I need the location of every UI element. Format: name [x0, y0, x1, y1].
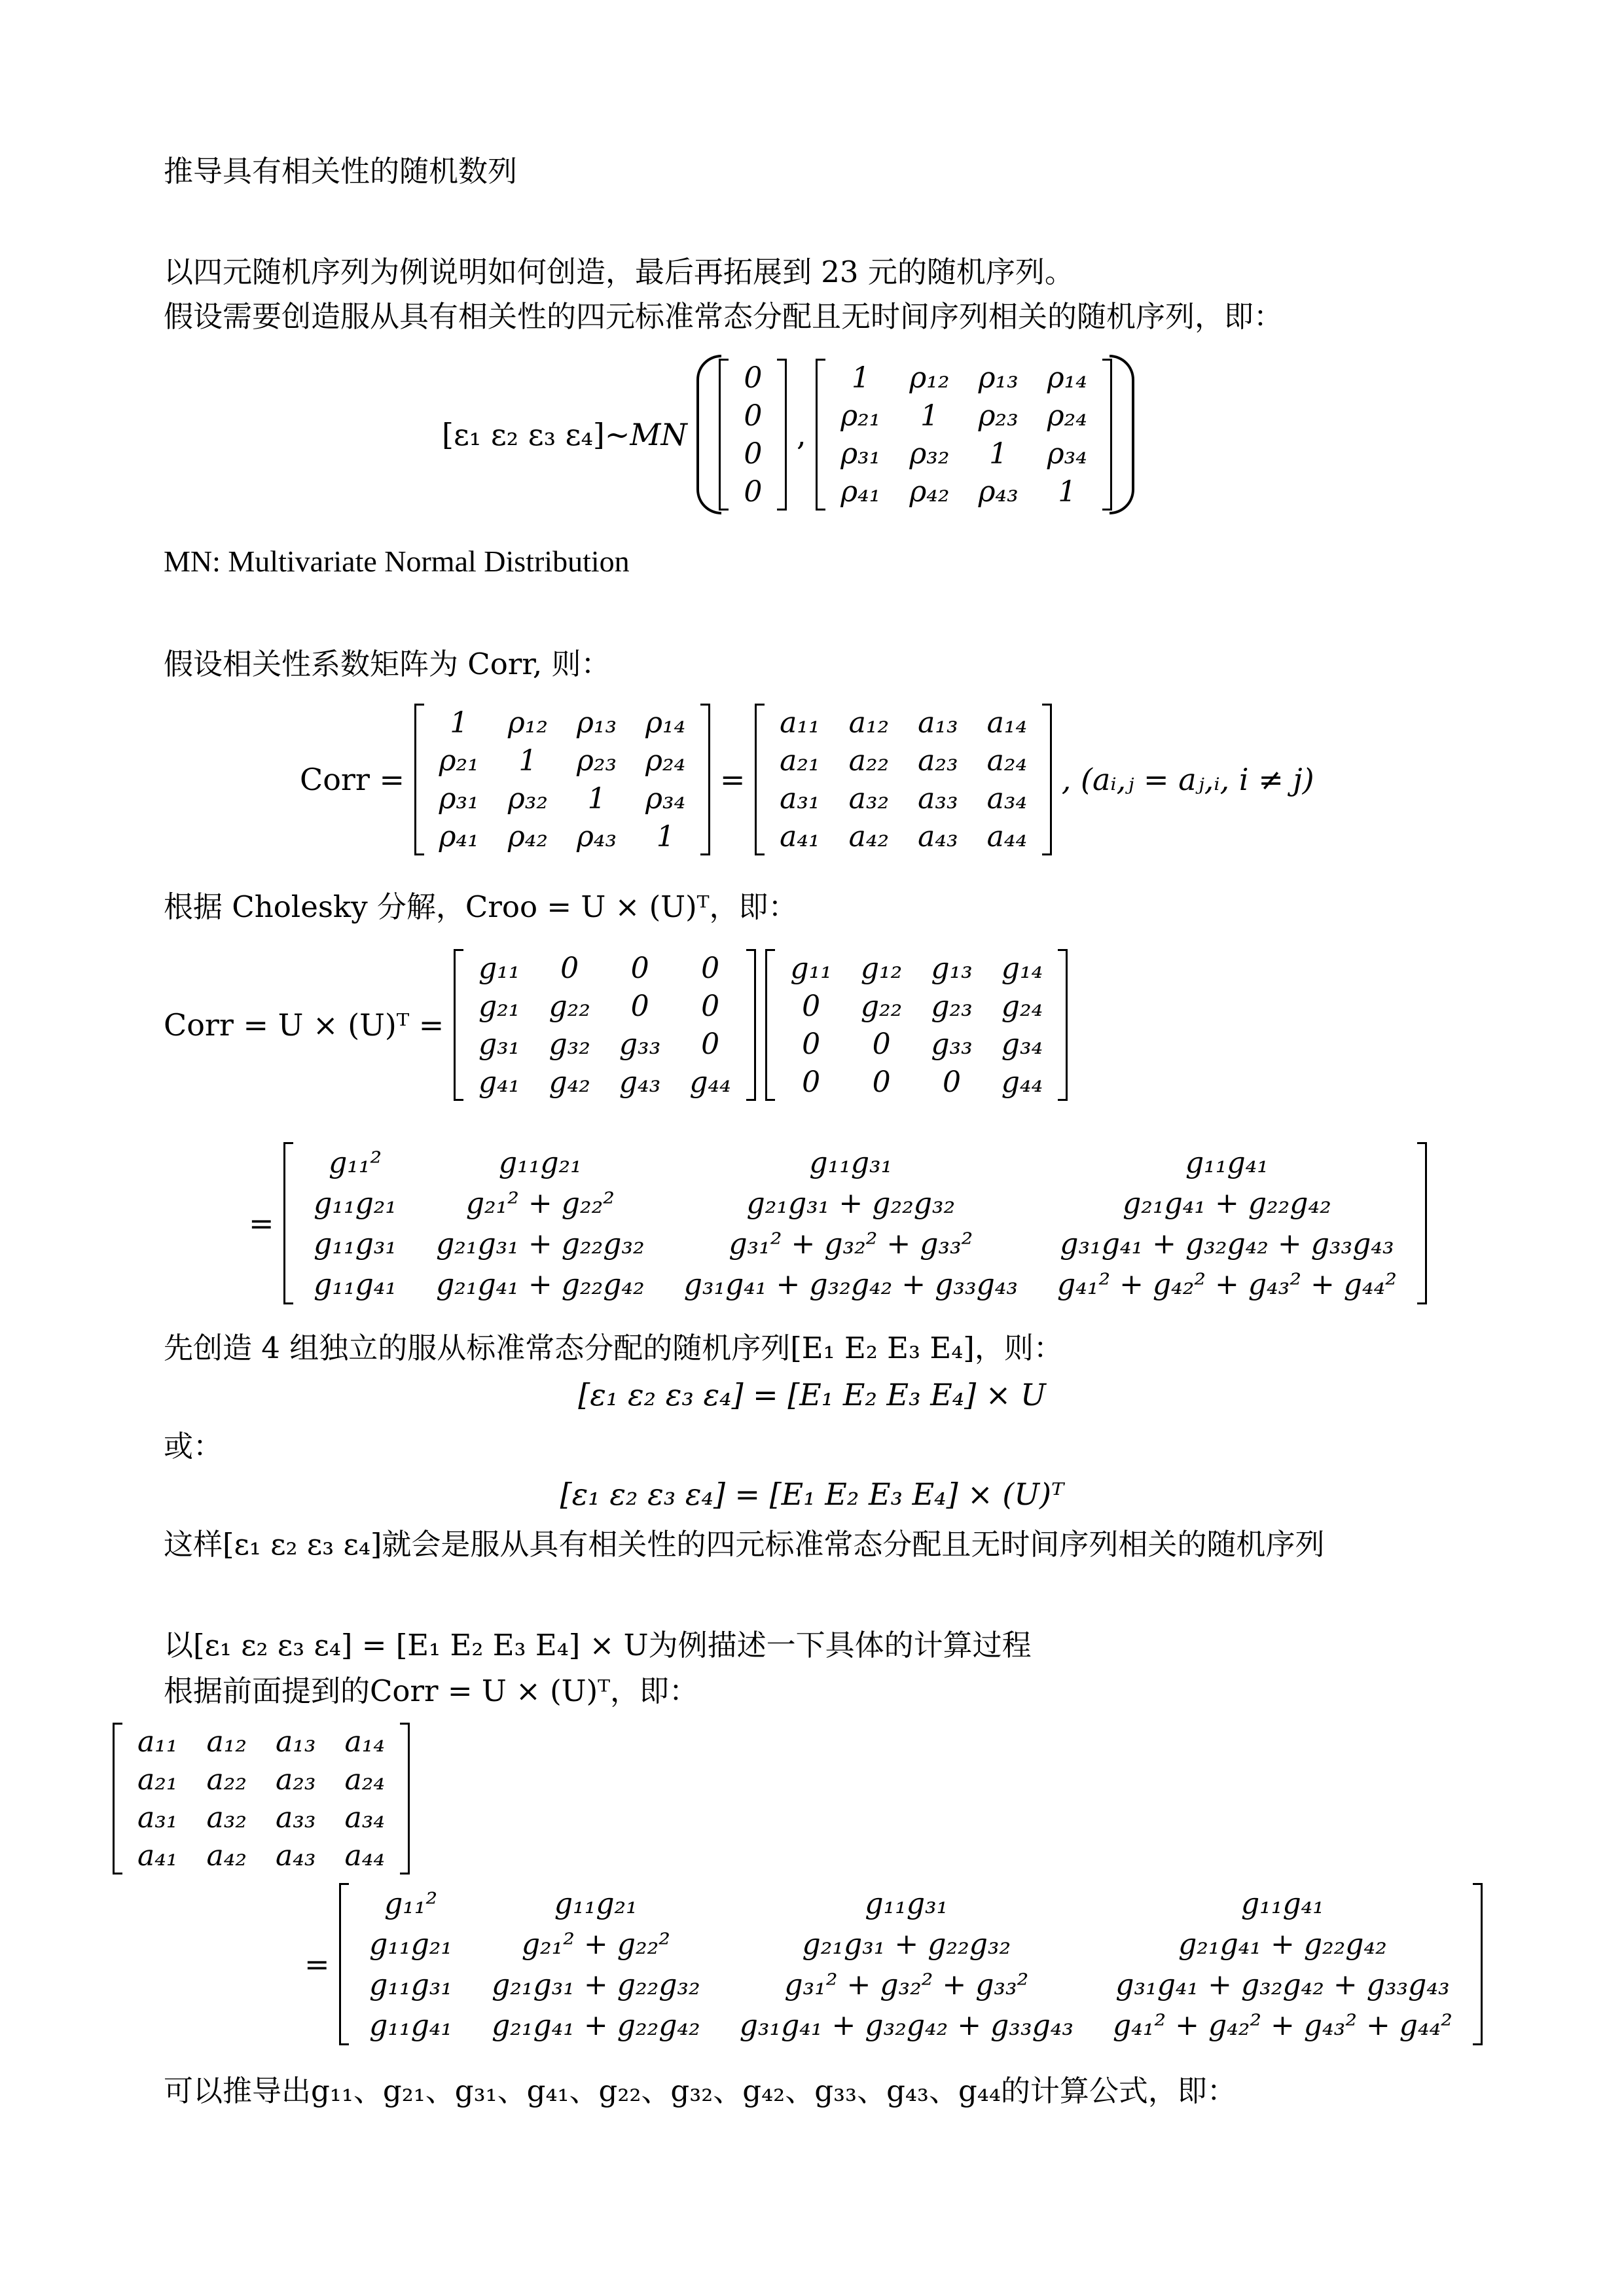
matrix-cell: g₃₁	[478, 1027, 520, 1061]
symmetry-condition: , (aᵢ,ⱼ = aⱼ,ᵢ, i ≠ j)	[1061, 762, 1314, 797]
matrix-row	[350, 2005, 1472, 2045]
matrix-cell: ρ₁₂	[909, 361, 950, 395]
matrix-cell: ρ₄₃	[576, 819, 617, 853]
matrix-cell: a₃₂	[848, 781, 890, 816]
matrix-cell: g₁₁g₂₁	[554, 1886, 638, 1920]
matrix-cell: a₃₄	[344, 1801, 386, 1835]
matrix-cell: g₁₁	[790, 951, 832, 985]
matrix-cell: g₂₁g₃₁ + g₂₂g₃₂	[492, 1967, 700, 2001]
matrix-row	[425, 704, 700, 742]
matrix-cell: g₄₄	[689, 1065, 731, 1099]
matrix-row	[826, 397, 1102, 435]
a-matrix-standalone	[113, 1723, 410, 1874]
matrix-cell: g₃₂	[549, 1027, 590, 1061]
matrix-cell: ρ₃₂	[507, 781, 548, 816]
epsilon-vector: [ε₁ ε₂ ε₃ ε₄]~	[442, 417, 630, 452]
matrix-cell: 0	[701, 989, 720, 1023]
matrix-cell: ρ₁₂	[507, 706, 548, 740]
cholesky-text: 根据 Cholesky 分解，Croo = U × (U)ᵀ，即：	[164, 889, 798, 924]
matrix-cell: 0	[872, 1027, 891, 1061]
matrix-row	[729, 473, 776, 511]
matrix-cell: 0	[744, 475, 763, 509]
equals-sign: =	[249, 1206, 274, 1241]
matrix-cell: g₁₁g₃₁	[369, 1967, 453, 2001]
matrix-cell: g₄₄	[1001, 1065, 1043, 1099]
equals-sign: =	[719, 762, 746, 797]
correlation-matrix	[816, 359, 1112, 511]
matrix-cell: g₃₁² + g₃₂² + g₃₃²	[784, 1967, 1029, 2001]
matrix-cell: g₂₁² + g₂₂²	[465, 1186, 615, 1220]
matrix-cell: a₃₃	[918, 781, 958, 816]
matrix-cell: 1	[1058, 475, 1077, 509]
matrix-cell: g₄₁	[478, 1065, 520, 1099]
matrix-cell: a₄₃	[918, 819, 958, 853]
a-matrix-2	[113, 1723, 410, 1874]
equation-cholesky	[164, 949, 1068, 1101]
matrix-cell: g₁₁g₄₁	[314, 1267, 397, 1301]
matrix-row	[294, 1223, 1416, 1264]
matrix-cell: g₁₁g₂₁	[369, 1927, 453, 1961]
matrix-row	[123, 1761, 399, 1799]
matrix-cell: a₃₄	[986, 781, 1028, 816]
matrix-cell: 1	[920, 399, 939, 433]
matrix-cell: a₂₂	[206, 1763, 247, 1797]
matrix-cell: a₂₃	[918, 744, 958, 778]
recall-text: 根据前面提到的Corr = U × (U)ᵀ，即：	[164, 1674, 699, 1708]
matrix-cell: g₃₁g₄₁ + g₃₂g₄₂ + g₃₃g₄₃	[683, 1267, 1019, 1301]
matrix-cell: g₁₁g₂₁	[498, 1145, 582, 1179]
upper-triangular-matrix	[765, 949, 1068, 1101]
equation-product-1	[249, 1142, 1427, 1304]
matrix-cell: g₃₁g₄₁ + g₃₂g₄₂ + g₃₃g₄₃	[1060, 1227, 1394, 1261]
matrix-cell: ρ₂₁	[840, 399, 881, 433]
matrix-cell: 0	[744, 399, 763, 433]
matrix-row	[776, 949, 1057, 987]
matrix-cell: a₄₁	[780, 819, 820, 853]
matrix-cell: 1	[450, 706, 469, 740]
matrix-cell: ρ₄₂	[507, 819, 548, 853]
intro-paragraph-2: 假设需要创造服从具有相关性的四元标准常态分配且无时间序列相关的随机序列，即：	[164, 299, 1284, 334]
equation-product-2	[304, 1883, 1483, 2045]
matrix-cell: ρ₃₂	[909, 437, 950, 471]
matrix-row	[123, 1837, 399, 1874]
matrix-cell: g₂₁g₄₁ + g₂₂g₄₂	[1123, 1186, 1331, 1220]
matrix-row	[765, 817, 1041, 855]
matrix-cell: g₂₁	[478, 989, 520, 1023]
matrix-cell: a₂₁	[137, 1763, 178, 1797]
product-matrix-2	[339, 1883, 1483, 2045]
matrix-cell: a₁₃	[276, 1725, 316, 1759]
matrix-cell: a₃₁	[780, 781, 820, 816]
matrix-row	[123, 1799, 399, 1837]
matrix-row	[464, 1063, 746, 1101]
equation-corr-definition	[300, 704, 1314, 855]
mn-symbol: MN	[630, 417, 687, 452]
matrix-cell: a₃₃	[276, 1801, 316, 1835]
matrix-cell: 0	[701, 1027, 720, 1061]
matrix-cell: g₁₁g₄₁	[1241, 1886, 1324, 1920]
matrix-cell: ρ₄₁	[840, 475, 881, 509]
matrix-row	[294, 1142, 1416, 1183]
matrix-row	[123, 1723, 399, 1761]
matrix-row	[464, 949, 746, 987]
matrix-cell: g₁₁	[478, 951, 520, 985]
matrix-cell: 0	[701, 951, 720, 985]
matrix-cell: ρ₃₁	[439, 781, 479, 816]
matrix-cell: ρ₂₄	[645, 744, 686, 778]
matrix-cell: ρ₃₄	[645, 781, 686, 816]
matrix-cell: a₂₁	[780, 744, 820, 778]
matrix-cell: ρ₁₃	[978, 361, 1019, 395]
matrix-cell: g₁₄	[1001, 951, 1043, 985]
matrix-cell: g₂₂	[860, 989, 903, 1023]
matrix-row	[464, 1025, 746, 1063]
matrix-cell: a₃₂	[206, 1801, 247, 1835]
matrix-cell: g₂₁² + g₂₂²	[521, 1927, 670, 1961]
matrix-cell: a₄₁	[137, 1839, 178, 1873]
matrix-cell: 1	[518, 744, 537, 778]
final-text: 可以推导出g₁₁、g₂₁、g₃₁、g₄₁、g₂₂、g₃₂、g₄₂、g₃₃、g₄₃、g₄₄的计算公式，即：	[164, 2073, 1236, 2108]
matrix-cell: g₁₁g₃₁	[314, 1227, 397, 1261]
matrix-row	[826, 435, 1102, 473]
matrix-cell: a₂₄	[344, 1763, 386, 1797]
matrix-cell: g₂₄	[1001, 989, 1043, 1023]
matrix-cell: ρ₁₃	[576, 706, 617, 740]
matrix-row	[294, 1264, 1416, 1304]
matrix-cell: ρ₂₃	[978, 399, 1019, 433]
matrix-row	[729, 435, 776, 473]
matrix-cell: 0	[943, 1065, 962, 1099]
matrix-cell: a₁₁	[780, 706, 820, 740]
matrix-cell: g₂₁g₄₁ + g₂₂g₄₂	[436, 1267, 645, 1301]
matrix-cell: a₄₄	[344, 1839, 386, 1873]
matrix-cell: g₂₁g₄₁ + g₂₂g₄₂	[1178, 1927, 1387, 1961]
matrix-row	[729, 359, 776, 397]
matrix-cell: 1	[656, 819, 675, 853]
matrix-row	[776, 987, 1057, 1025]
matrix-cell: g₃₁g₄₁ + g₃₂g₄₂ + g₃₃g₄₃	[1115, 1967, 1450, 2001]
conclusion-text: 这样[ε₁ ε₂ ε₃ ε₄]就会是服从具有相关性的四元标准常态分配且无时间序列相关的随机序列	[164, 1527, 1325, 1562]
matrix-cell: a₁₂	[848, 706, 890, 740]
matrix-cell: g₂₂	[549, 989, 590, 1023]
equals-sign: =	[304, 1946, 330, 1982]
matrix-row	[425, 742, 700, 780]
matrix-cell: a₄₂	[206, 1839, 247, 1873]
matrix-row	[350, 1883, 1472, 1924]
matrix-row	[826, 473, 1102, 511]
equation-transform-ut: [ε₁ ε₂ ε₃ ε₄] = [E₁ E₂ E₃ E₄] × (U)ᵀ	[560, 1477, 1064, 1512]
matrix-cell: 0	[802, 989, 821, 1023]
matrix-cell: 1	[989, 437, 1008, 471]
matrix-cell: ρ₃₄	[1047, 437, 1087, 471]
product-matrix	[283, 1142, 1427, 1304]
matrix-cell: g₂₁g₃₁ + g₂₂g₃₂	[746, 1186, 956, 1220]
corr-intro-text: 假设相关性系数矩阵为 Corr, 则：	[164, 647, 611, 681]
matrix-row	[425, 780, 700, 817]
matrix-cell: a₂₃	[276, 1763, 316, 1797]
matrix-cell: 0	[802, 1065, 821, 1099]
matrix-cell: 0	[560, 951, 579, 985]
matrix-cell: 0	[872, 1065, 891, 1099]
equation-transform-u: [ε₁ ε₂ ε₃ ε₄] = [E₁ E₂ E₃ E₄] × U	[578, 1377, 1046, 1412]
matrix-cell: g₂₁g₄₁ + g₂₂g₄₂	[492, 2008, 700, 2042]
lower-triangular-matrix	[454, 949, 756, 1101]
matrix-cell: ρ₂₃	[576, 744, 617, 778]
matrix-row	[294, 1183, 1416, 1223]
matrix-cell: a₄₄	[986, 819, 1028, 853]
matrix-cell: 0	[744, 361, 763, 395]
example-text: 以[ε₁ ε₂ ε₃ ε₄] = [E₁ E₂ E₃ E₄] × U为例描述一下具体的计算过程	[164, 1628, 1032, 1662]
mn-definition-note: MN: Multivariate Normal Distribution	[164, 545, 630, 578]
matrix-cell: g₁₁g₂₁	[314, 1186, 397, 1220]
matrix-cell: 1	[851, 361, 870, 395]
matrix-cell: ρ₄₁	[439, 819, 479, 853]
matrix-row	[350, 1964, 1472, 2005]
matrix-row	[350, 1924, 1472, 1964]
matrix-cell: g₂₁g₃₁ + g₂₂g₃₂	[436, 1227, 645, 1261]
matrix-cell: ρ₁₄	[645, 706, 686, 740]
or-text: 或：	[164, 1429, 223, 1463]
cholesky-label: Corr = U × (U)ᵀ =	[164, 1007, 444, 1043]
matrix-cell: g₁₁g₃₁	[865, 1886, 948, 1920]
matrix-cell: 0	[630, 989, 649, 1023]
rho-matrix	[414, 704, 711, 855]
matrix-cell: a₁₂	[206, 1725, 247, 1759]
matrix-cell: a₃₁	[137, 1801, 178, 1835]
matrix-cell: g₄₁² + g₄₂² + g₄₃² + g₄₄²	[1057, 1267, 1397, 1301]
matrix-cell: ρ₃₁	[840, 437, 881, 471]
matrix-cell: 0	[802, 1027, 821, 1061]
matrix-cell: 0	[630, 951, 649, 985]
matrix-row	[776, 1025, 1057, 1063]
matrix-cell: a₁₄	[986, 706, 1028, 740]
matrix-cell: g₁₁g₃₁	[809, 1145, 893, 1179]
matrix-cell: g₄₃	[619, 1065, 661, 1099]
matrix-cell: g₁₁g₄₁	[1185, 1145, 1269, 1179]
matrix-cell: a₂₂	[848, 744, 890, 778]
matrix-cell: g₃₃	[931, 1027, 973, 1061]
matrix-cell: a₁₃	[918, 706, 958, 740]
distribution-parameters: 0 0 0 0 , 1 ρ₁₂ ρ₁₃ ρ₁₄ ρ₂₁ 1 ρ₂₃ ρ₂₄ ρ₃₁ ρ₃₂ 1 ρ₃₄ ρ₄₁ ρ₄₂ ρ₄₃ 1	[696, 359, 1134, 511]
matrix-cell: g₃₃	[619, 1027, 661, 1061]
matrix-row	[776, 1063, 1057, 1101]
matrix-cell: a₁₄	[344, 1725, 386, 1759]
matrix-row	[765, 742, 1041, 780]
matrix-cell: g₃₁g₄₁ + g₃₂g₄₂ + g₃₃g₄₃	[739, 2008, 1074, 2042]
matrix-cell: ρ₄₃	[978, 475, 1019, 509]
matrix-row	[765, 780, 1041, 817]
matrix-cell: g₁₁²	[329, 1145, 382, 1179]
matrix-cell: g₄₁² + g₄₂² + g₄₃² + g₄₄²	[1113, 2008, 1453, 2042]
intro-paragraph-1: 以四元随机序列为例说明如何创造，最后再拓展到 23 元的随机序列。	[164, 255, 1074, 289]
matrix-cell: g₃₁² + g₃₂² + g₃₃²	[729, 1227, 973, 1261]
matrix-cell: a₄₂	[848, 819, 890, 853]
matrix-cell: a₁₁	[137, 1725, 178, 1759]
matrix-cell: g₁₁²	[384, 1886, 438, 1920]
matrix-cell: ρ₂₁	[439, 744, 479, 778]
matrix-cell: g₃₄	[1001, 1027, 1043, 1061]
matrix-cell: ρ₂₄	[1047, 399, 1087, 433]
matrix-row	[425, 817, 700, 855]
matrix-cell: a₂₄	[986, 744, 1028, 778]
matrix-cell: g₂₃	[931, 989, 973, 1023]
corr-label: Corr =	[300, 762, 405, 797]
matrix-cell: g₁₂	[860, 951, 903, 985]
matrix-row	[765, 704, 1041, 742]
matrix-cell: g₁₁g₄₁	[369, 2008, 453, 2042]
matrix-cell: g₂₁g₃₁ + g₂₂g₃₂	[802, 1927, 1011, 1961]
matrix-cell: 1	[587, 781, 606, 816]
matrix-cell: 0	[744, 437, 763, 471]
mean-vector	[719, 359, 787, 511]
matrix-cell: ρ₁₄	[1047, 361, 1087, 395]
matrix-row	[729, 397, 776, 435]
a-matrix	[755, 704, 1052, 855]
matrix-cell: a₄₃	[276, 1839, 316, 1873]
equation-distribution	[442, 359, 1134, 511]
matrix-row	[826, 359, 1102, 397]
matrix-cell: g₄₂	[549, 1065, 590, 1099]
document-title: 推导具有相关性的随机数列	[164, 154, 518, 188]
matrix-row	[464, 987, 746, 1025]
matrix-cell: g₁₃	[931, 951, 973, 985]
create-sequences-text: 先创造 4 组独立的服从标准常态分配的随机序列[E₁ E₂ E₃ E₄]，则：	[164, 1331, 1063, 1365]
matrix-cell: ρ₄₂	[909, 475, 950, 509]
